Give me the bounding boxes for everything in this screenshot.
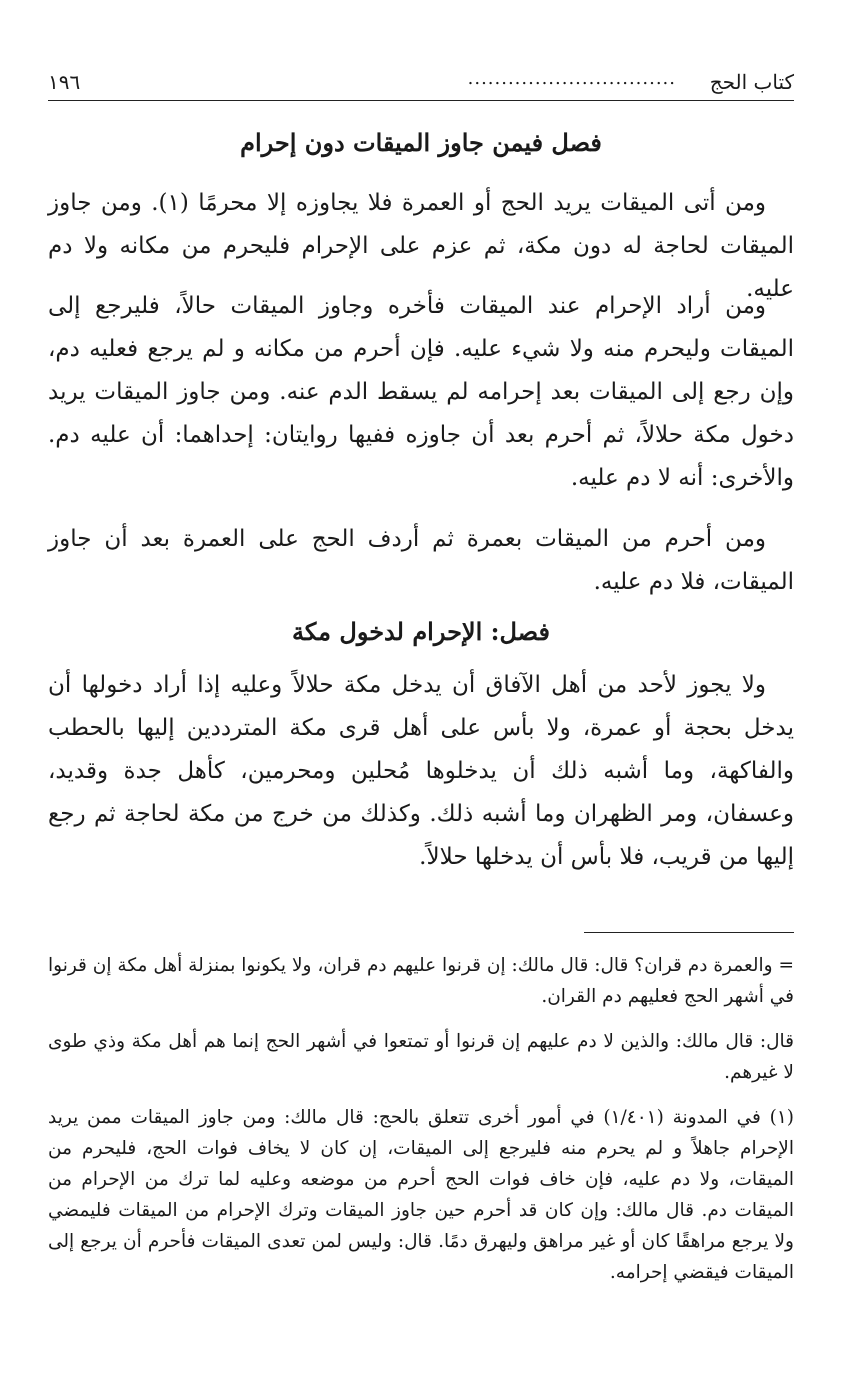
paragraph: ومن أحرم من الميقات بعمرة ثم أردف الحج على العمرة بعد أن جاوز الميقات، فلا دم عليه. (48, 526, 794, 595)
paragraph: ولا يجوز لأحد من أهل الآفاق أن يدخل مكة حلالاً وعليه إذا أراد دخولها أن يدخل بحجة أو عمرة، ولا بأس على أهل قرى مكة المترددين إليها بالحطب والفاكهة، وما أشبه ذلك أن يدخلوها مُحلين ومحرمين، كأهل جدة وقديد، وعسفان، ومر الظهران وما أشبه ذلك. وكذلك من خرج من مكة لحاجة ثم رجع إليها من قريب، فلا بأس أن يدخلها حلالاً. (48, 672, 794, 870)
footnote: قال: قال مالك: والذين لا دم عليهم إن قرنوا أو تمتعوا في أشهر الحج إنما هم أهل مكة وذي طوى لا غيرهم. (48, 1031, 794, 1083)
page-number: ١٩٦ (48, 70, 81, 94)
section-heading: فصل فيمن جاوز الميقات دون إحرام (240, 128, 602, 157)
section-heading: فصل: الإحرام لدخول مكة (292, 617, 550, 646)
paragraph: ومن أتى الميقات يريد الحج أو العمرة فلا يجاوزه إلا محرمًا (١). ومن جاوز الميقات لحاجة له دون مكة، ثم عزم على الإحرام فليحرم من مكانه ولا دم عليه. (48, 190, 794, 302)
footnote: (١) في المدونة (١/٤٠١) في أمور أخرى تتعلق بالحج: قال مالك: ومن جاوز الميقات ممن يريد الإحرام جاهلاً و لم يحرم منه فليرجع إلى الميقات، إن كان لا يخاف فوات الحج، فليحرم من الميقات، ولا دم عليه، فإن خاف فوات الحج أحرم من موضعه وعليه لما ترك من الإحرام من الميقات دم. قال مالك: وإن كان قد أحرم حين جاوز الميقات وترك الإحرام من الميقات فليمضي ولا يرجع مراهقًا كان أو غير مراهق وليهرق دمًا. قال: وليس لمن تعدى الميقات فأحرم أن يرجع إلى الميقات فيقضي إحرامه. (48, 1107, 795, 1283)
leader-dots: ............................... (467, 68, 676, 89)
paragraph: ومن أراد الإحرام عند الميقات فأخره وجاوز الميقات حالاً، فليرجع إلى الميقات وليحرم منه ولا شيء عليه. فإن أحرم من مكانه و لم يرجع فعليه دم، وإن رجع إلى الميقات بعد إحرامه لم يسقط الدم عنه. ومن جاوز الميقات يريد دخول مكة حلالاً، ثم أحرم بعد أن جاوزه ففيها روايتان: إحداهما: أن عليه دم. والأخرى: أنه لا دم عليه. (48, 293, 794, 491)
footnote-separator (584, 932, 794, 933)
footnote: = والعمرة دم قران؟ قال: قال مالك: إن قرنوا عليهم دم قران، ولا يكونوا بمنزلة أهل مكة إن قرنوا في أشهر الحج فعليهم دم القران. (48, 955, 794, 1007)
book-title: كتاب الحج (709, 70, 794, 94)
running-header (48, 60, 794, 101)
